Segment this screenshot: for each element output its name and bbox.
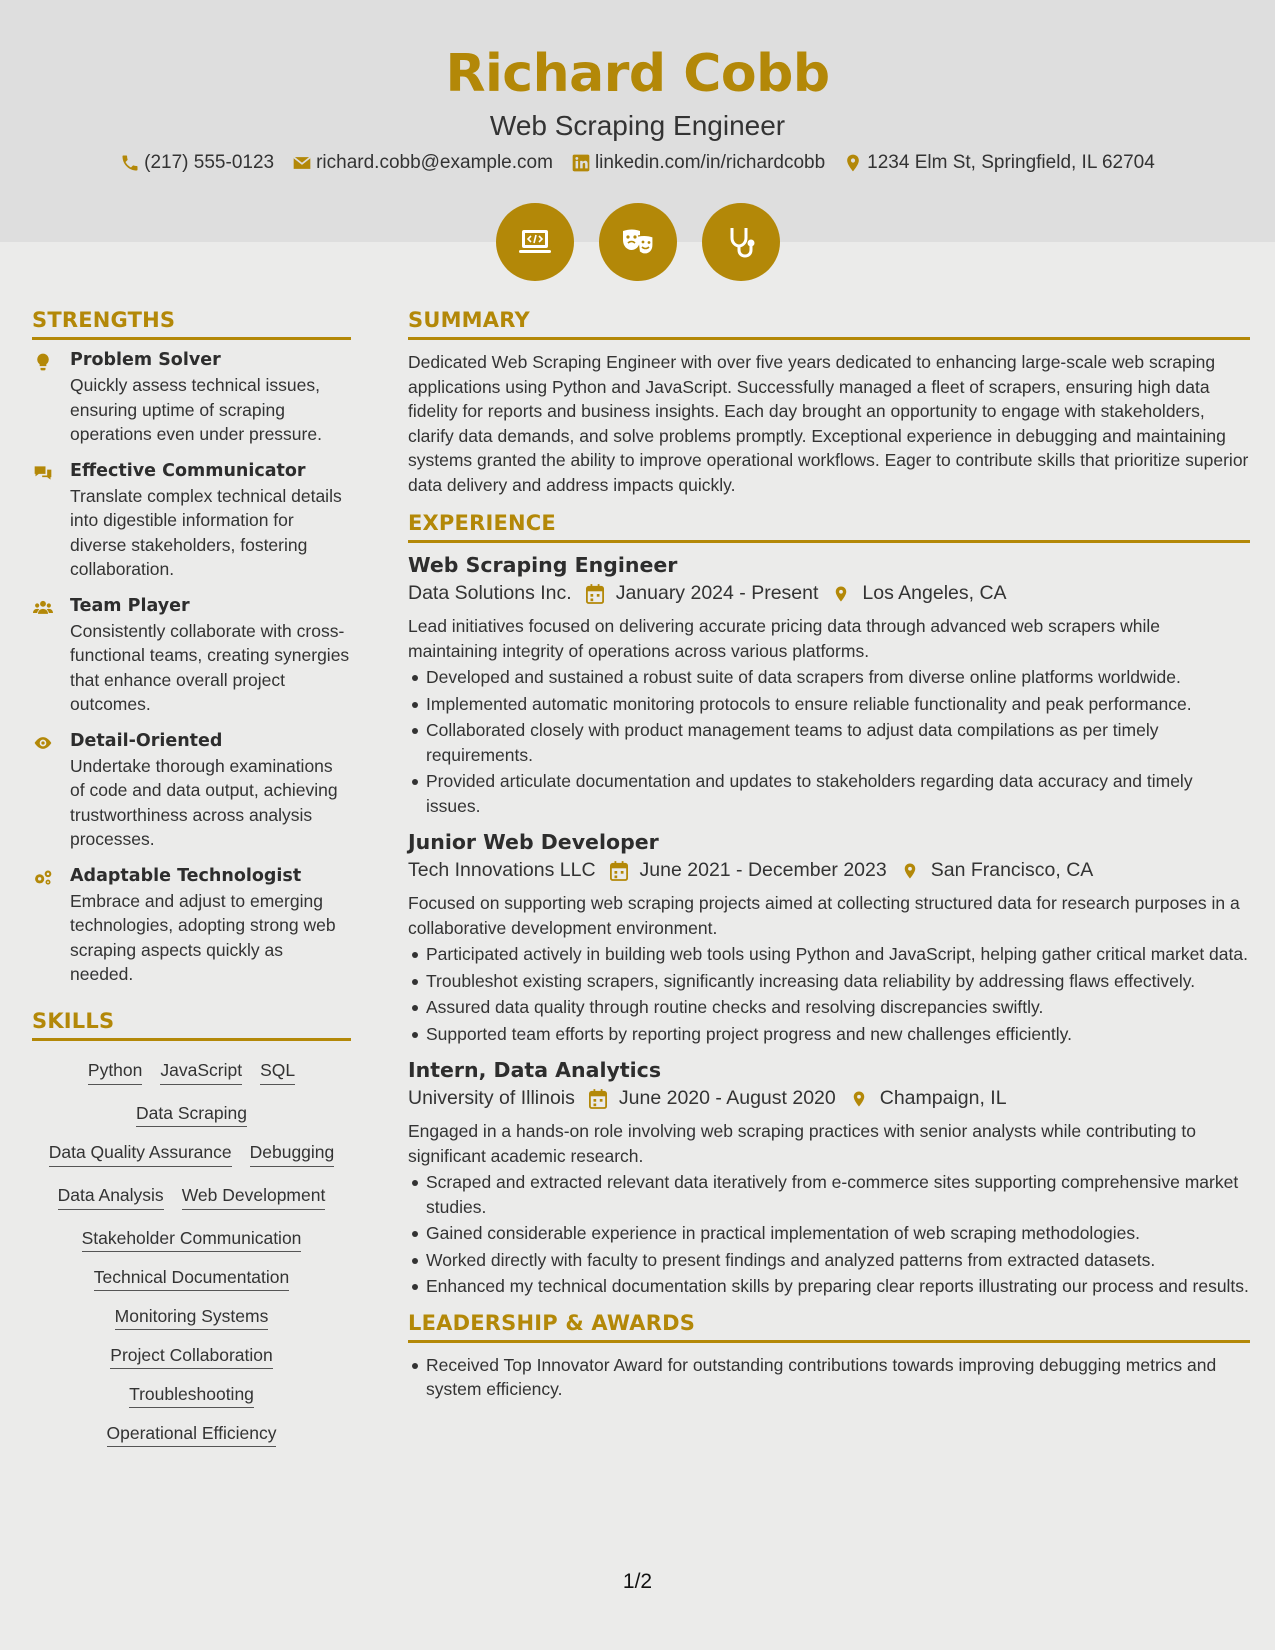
strength-title: Adaptable Technologist [70,865,302,886]
skill-tag: Troubleshooting [32,1383,351,1405]
job-title: Web Scraping Engineer [408,553,678,577]
calendar-icon [589,1089,607,1109]
awards-bullets [408,1353,1250,1402]
job-meta [408,1087,1250,1110]
calendar-icon [610,861,628,881]
bullet-item: Gained considerable experience in practical implementation of web scraping methodologies. [408,1221,1250,1246]
job-desc: Focused on supporting web scraping projects aimed at collecting structured data for research purposes in a collaborative development environment. [408,893,1240,938]
summary-heading: SUMMARY [408,308,1250,340]
job-dates: June 2020 - August 2020 [618,1087,836,1109]
skill-tag: Data Analysis [58,1184,164,1210]
job-bullets [408,1170,1250,1299]
job-dates: January 2024 - Present [615,582,819,604]
users-icon [32,598,54,618]
strength-desc: Undertake thorough examinations of code and data output, achieving trustworthiness across analysis processes. [70,755,338,849]
linkedin-icon [571,153,591,173]
job-company: Data Solutions Inc. [408,582,572,604]
bullet-item: Worked directly with faculty to present findings and analyzed patterns from extracted datasets. [408,1248,1250,1273]
job-desc: Lead initiatives focused on delivering accurate pricing data through advanced web scrapers while maintaining integrity of operations across various platforms. [408,616,1160,661]
phone-text: (217) 555-0123 [144,152,275,173]
bullet-item: Troubleshot existing scrapers, significantly increasing data reliability by addressing flaws effectively. [408,969,1250,994]
map-marker-icon [843,153,863,173]
strength-desc: Consistently collaborate with cross-functional teams, creating synergies that enhance overall project outcomes. [70,620,350,714]
linkedin-text: linkedin.com/in/richardcobb [594,152,826,173]
job-company: University of Illinois [408,1087,575,1109]
icon-circles [0,203,1275,281]
job-bullets [408,665,1250,818]
strength-desc: Embrace and adjust to emerging technologies, adopting strong web scraping aspects quickly as needed. [70,890,336,984]
job-meta [408,582,1250,605]
strength-item [32,866,351,987]
strength-title: Detail-Oriented [70,730,223,751]
bullet-item: Enhanced my technical documentation skills by preparing clear reports illustrating our process and results. [408,1274,1250,1299]
summary-text: Dedicated Web Scraping Engineer with over five years dedicated to enhancing large-scale web scraping applications using Python and JavaScript. Successfully managed a fleet of scrapers, ensuring high data fidelity for reports and business insights. Each day brought an opportunity to engage with stakeholders, clarify data demands, and solve problems promptly. Exceptional experience in debugging and maintaining systems granted the ability to improve operational workflows. Eager to contribute skills that prioritize superior data delivery and address impacts quickly. [408,352,1249,495]
gears-icon [32,868,54,888]
skill-tag: Project Collaboration [32,1344,351,1366]
bullet-item: Scraped and extracted relevant data iteratively from e-commerce sites supporting comprehensive market studies. [408,1170,1250,1219]
masks-theater-icon [599,203,677,281]
laptop-code-icon [496,203,574,281]
job-dates: June 2021 - December 2023 [639,859,887,881]
strength-title: Problem Solver [70,350,221,370]
map-marker-icon [850,1089,868,1109]
job-title: Intern, Data Analytics [408,1058,662,1082]
strength-item [32,461,351,582]
job-entry [408,553,1250,818]
bullet-item: Implemented automatic monitoring protocols to ensure reliable functionality and peak performance. [408,692,1250,717]
envelope-icon [292,153,312,173]
bullet-item: Collaborated closely with product management teams to adjust data compilations as per timely requirements. [408,718,1250,767]
skill-tag: JavaScript [160,1059,242,1085]
bullet-item: Received Top Innovator Award for outstanding contributions towards improving debugging metrics and system efficiency. [408,1353,1250,1402]
skill-tag: Monitoring Systems [32,1305,351,1327]
lightbulb-icon [32,352,54,372]
skill-tag: Web Development [182,1184,326,1210]
email-text: richard.cobb@example.com [316,152,553,173]
skill-tag: Operational Efficiency [32,1422,351,1444]
strengths-heading: STRENGTHS [32,308,351,340]
job-entry [408,1058,1250,1299]
contact-address [843,152,1155,174]
skill-tag: Technical Documentation [32,1266,351,1288]
job-desc: Engaged in a hands-on role involving web scraping practices with senior analysts while contributing to significant academic research. [408,1121,1196,1166]
skill-tag: Data Quality Assurance [49,1141,232,1167]
stethoscope-icon [702,203,780,281]
contact-email[interactable] [292,152,553,174]
skill-tag: Python [88,1059,142,1085]
phone-icon [120,153,140,173]
bullet-item: Participated actively in building web tools using Python and JavaScript, helping gather critical market data. [408,942,1250,967]
job-company: Tech Innovations LLC [408,859,596,881]
skill-tag: Data Scraping [32,1102,351,1124]
bullet-item: Developed and sustained a robust suite of data scrapers from diverse online platforms worldwide. [408,665,1250,690]
bullet-item: Supported team efforts by reporting project progress and new challenges efficiently. [408,1022,1250,1047]
strength-item [32,596,351,717]
strength-title: Team Player [70,595,190,616]
contact-row [0,152,1275,174]
job-location: Los Angeles, CA [862,582,1007,604]
comments-icon [32,463,54,483]
contact-linkedin[interactable] [571,152,825,174]
experience-heading: EXPERIENCE [408,511,1250,543]
address-text: 1234 Elm St, Springfield, IL 62704 [867,152,1155,173]
strength-desc: Quickly assess technical issues, ensuring uptime of scraping operations even under pressure. [70,375,322,444]
candidate-title: Web Scraping Engineer [489,110,786,141]
job-entry [408,830,1250,1046]
skill-tag: Debugging [250,1141,335,1167]
candidate-name: Richard Cobb [445,44,830,104]
left-column [32,308,351,1444]
map-marker-icon [832,584,850,604]
job-meta [408,859,1250,882]
job-location: San Francisco, CA [930,859,1094,881]
bullet-item: Provided articulate documentation and updates to stakeholders regarding data accuracy and timely issues. [408,769,1250,818]
awards-heading: LEADERSHIP & AWARDS [408,1311,1250,1343]
skills-list [32,1055,351,1444]
job-bullets [408,942,1250,1046]
skill-tag: Stakeholder Communication [32,1227,351,1249]
contact-phone [120,152,274,174]
eye-icon [32,733,54,753]
strength-item [32,731,351,852]
calendar-icon [586,584,604,604]
skills-heading: SKILLS [32,1009,351,1041]
strength-title: Effective Communicator [70,460,306,481]
job-title: Junior Web Developer [408,830,659,854]
bullet-item: Assured data quality through routine checks and resolving discrepancies swiftly. [408,995,1250,1020]
skill-tag: SQL [260,1059,295,1085]
map-marker-icon [901,861,919,881]
strength-desc: Translate complex technical details into digestible information for diverse stakeholders, fostering collaboration. [70,485,342,579]
strength-item [32,350,351,447]
job-location: Champaign, IL [879,1087,1007,1109]
right-column [408,308,1250,1404]
page-number: 1/2 [622,1570,653,1593]
